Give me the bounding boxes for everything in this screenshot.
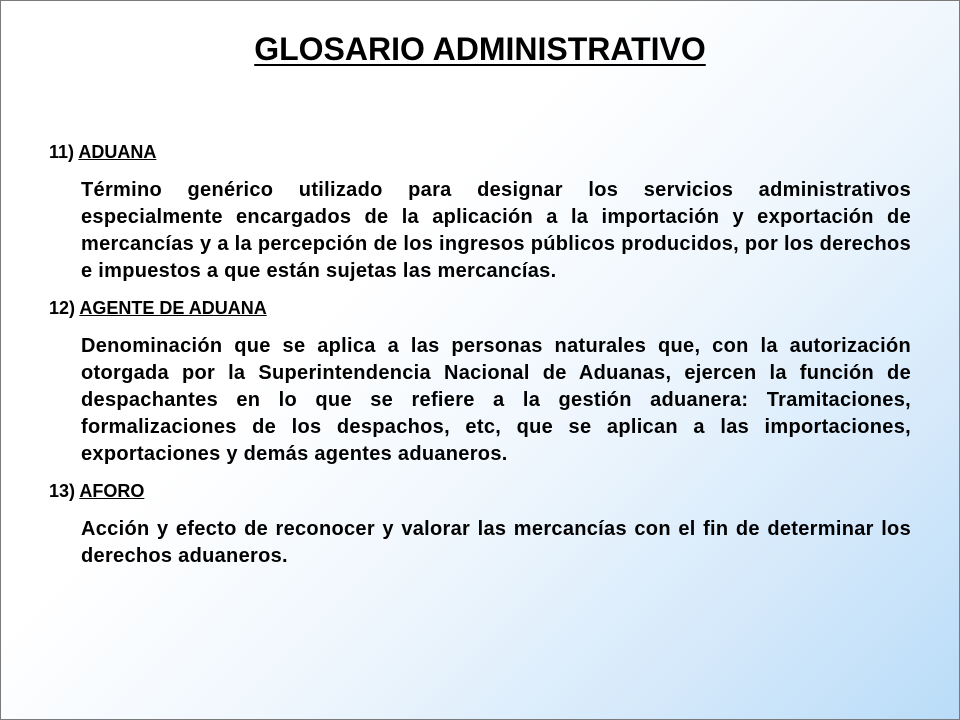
entry-heading bbox=[49, 297, 911, 319]
entry-term: AFORO bbox=[79, 481, 145, 501]
entry-number: 11) bbox=[49, 142, 75, 162]
entry-definition: Término genérico utilizado para designar los servicios administrativos especialmente encargados de la aplicación a la importación y exportación de mercancías y a la percepción de los ingresos públicos producidos, por los derechos e impuestos a que están sujetas las mercancías. bbox=[81, 179, 911, 282]
page-title: GLOSARIO ADMINISTRATIVO bbox=[254, 31, 706, 67]
entry-number: 12) bbox=[49, 298, 76, 318]
glossary-entry-aforo bbox=[49, 480, 911, 570]
glossary-entry-agente-de-aduana bbox=[49, 297, 911, 468]
glossary-list bbox=[49, 141, 911, 582]
entry-definition: Denominación que se aplica a las personas naturales que, con la autorización otorgada por la Superintendencia Nacional de Aduanas, ejercen la función de despachantes en lo que se refiere a la gestión aduanera: Tramitaciones, formalizaciones de los despachos, etc, que se aplican a las importaciones, exportaciones y demás agentes aduaneros. bbox=[81, 335, 911, 465]
entry-term: AGENTE DE ADUANA bbox=[79, 298, 267, 318]
entry-definition: Acción y efecto de reconocer y valorar las mercancías con el fin de determinar los derechos aduaneros. bbox=[81, 518, 911, 567]
entry-number: 13) bbox=[49, 481, 76, 501]
entry-heading bbox=[49, 141, 911, 163]
entry-heading bbox=[49, 480, 911, 502]
entry-term: ADUANA bbox=[78, 142, 157, 162]
glossary-entry-aduana bbox=[49, 141, 911, 285]
